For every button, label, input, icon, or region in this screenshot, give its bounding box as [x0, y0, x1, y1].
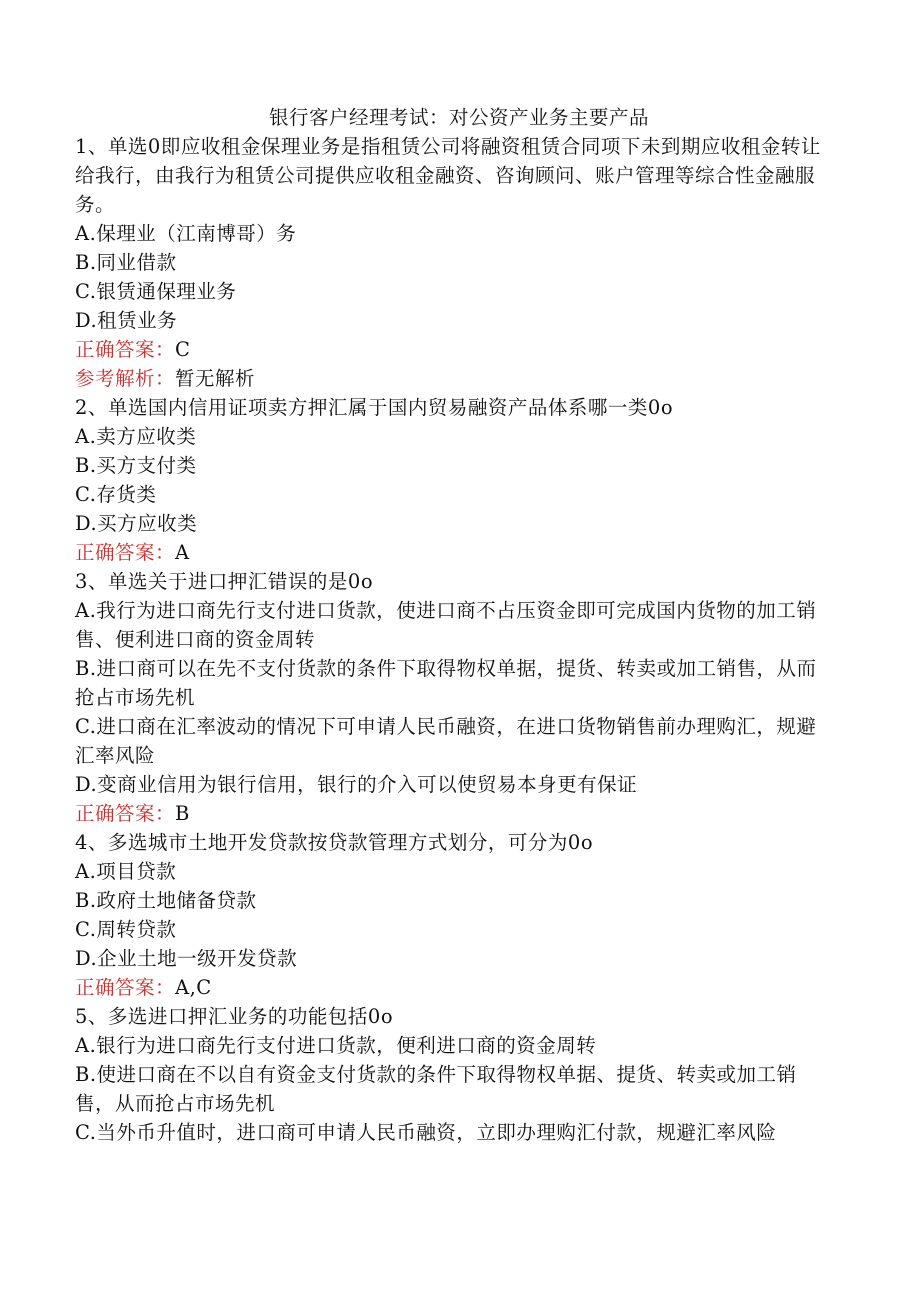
correct-answer [75, 538, 835, 567]
option-b: B.买方支付类 [75, 454, 197, 477]
correct-answer-label: 正确答案： [75, 338, 176, 361]
question-block [75, 1002, 835, 1147]
option-c: C.存货类 [75, 483, 157, 506]
question-block [75, 828, 835, 1002]
question-stem: 4、多选城市土地开发贷款按贷款管理方式划分，可分为0o [75, 831, 594, 854]
correct-answer-label: 正确答案： [75, 802, 176, 825]
reference-analysis [75, 364, 835, 393]
page-title: 银行客户经理考试：对公资产业务主要产品 [268, 106, 649, 129]
correct-answer-value: A [175, 541, 190, 564]
document-page [75, 103, 835, 1147]
reference-analysis-label: 参考解析： [75, 367, 176, 390]
reference-analysis-value: 暂无解析 [175, 367, 256, 390]
option-d: D.买方应收类 [75, 512, 198, 535]
option-a: A.卖方应收类 [75, 425, 197, 448]
option-a: A.保理业（江南博哥）务 [75, 222, 297, 245]
question-stem: 1、单选0即应收租金保理业务是指租赁公司将融资租赁合同项下未到期应收租金转让给我行，由我行为租赁公司提供应收租金融资、咨询顾问、账户管理等综合性金融服务。 [75, 135, 821, 216]
option-b: B.政府土地储备贷款 [75, 889, 257, 912]
option-c: C.当外币升值时，进口商可申请人民币融资，立即办理购汇付款，规避汇率风险 [75, 1121, 777, 1144]
option-b: B.进口商可以在先不支付货款的条件下取得物权单据，提货、转卖或加工销售，从而抢占市场先机 [75, 657, 817, 709]
option-a: A.我行为进口商先行支付进口货款，使进口商不占压资金即可完成国内货物的加工销售、便利进口商的资金周转 [75, 599, 817, 651]
option-b: B.同业借款 [75, 251, 177, 274]
correct-answer [75, 799, 835, 828]
correct-answer [75, 973, 835, 1002]
option-d: D.租赁业务 [75, 309, 178, 332]
option-a: A.银行为进口商先行支付进口货款，便利进口商的资金周转 [75, 1034, 597, 1057]
correct-answer [75, 335, 835, 364]
correct-answer-label: 正确答案： [75, 976, 176, 999]
correct-answer-value: B [175, 802, 190, 825]
option-c: C.银赁通保理业务 [75, 280, 237, 303]
question-stem: 5、多选进口押汇业务的功能包括0o [75, 1005, 394, 1028]
option-b: B.使进口商在不以自有资金支付货款的条件下取得物权单据、提货、转卖或加工销售，从而抢占市场先机 [75, 1063, 797, 1115]
correct-answer-value: C [175, 338, 191, 361]
correct-answer-label: 正确答案： [75, 541, 176, 564]
option-c: C.进口商在汇率波动的情况下可申请人民币融资，在进口货物销售前办理购汇，规避汇率风险 [75, 715, 817, 767]
option-a: A.项目贷款 [75, 860, 177, 883]
question-stem: 2、单选国内信用证项卖方押汇属于国内贸易融资产品体系哪一类0o [75, 396, 674, 419]
option-d: D.变商业信用为银行信用，银行的介入可以使贸易本身更有保证 [75, 773, 638, 796]
correct-answer-value: A,C [175, 976, 212, 999]
question-block [75, 393, 835, 567]
question-block [75, 132, 835, 393]
option-d: D.企业土地一级开发贷款 [75, 947, 298, 970]
question-block [75, 567, 835, 828]
option-c: C.周转贷款 [75, 918, 177, 941]
question-stem: 3、单选关于进口押汇错误的是0o [75, 570, 374, 593]
